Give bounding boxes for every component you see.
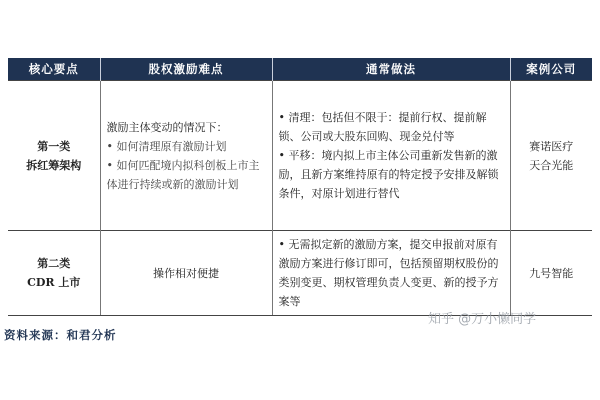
case-company: 赛诺医疗 <box>529 139 574 153</box>
table-header-row <box>8 58 592 81</box>
source-note: 资料来源：和君分析 <box>4 328 117 342</box>
category-cell <box>8 81 100 231</box>
category-line2: 拆红筹架构 <box>26 158 82 172</box>
difficulty-cell <box>100 81 272 231</box>
cases-cell <box>510 81 592 231</box>
cases-cell <box>510 231 592 316</box>
difficulty-text: 操作相对便捷 <box>153 266 219 280</box>
header-key-point: 核心要点 <box>8 58 100 81</box>
equity-incentive-table <box>8 58 592 316</box>
practice-cell <box>272 81 510 231</box>
difficulty-cell <box>100 231 272 316</box>
case-company: 天合光能 <box>529 158 574 172</box>
practice-cell <box>272 231 510 316</box>
category-line1: 第一类 <box>37 139 71 153</box>
difficulty-bullet: • 如何清理原有激励计划 <box>106 139 227 153</box>
watermark: 知乎 @万小懒同学 <box>428 312 537 327</box>
case-company: 九号智能 <box>529 266 574 280</box>
category-line2: CDR 上市 <box>27 276 81 289</box>
table-row <box>8 231 592 316</box>
practice-bullet: • 清理：包括但不限于：提前行权、提前解锁、公司或大股东回购、现金兑付等 <box>278 111 487 143</box>
category-cell <box>8 231 100 316</box>
table-row <box>8 81 592 231</box>
category-line1: 第二类 <box>37 257 71 270</box>
difficulty-bullet: • 如何匹配境内拟科创板上市主体进行持续或新的激励计划 <box>106 158 260 191</box>
header-practice: 通常做法 <box>272 58 510 81</box>
practice-bullet: • 平移：境内拟上市主体公司重新发售新的激励，且新方案维持原有的特定授予安排及解锁条件，对原计划进行替代 <box>278 149 499 200</box>
practice-bullet: • 无需拟定新的激励方案，提交申报前对原有激励方案进行修订即可，包括预留期权股份的类别变更、期权管理负责人变更、新的授予方案等 <box>278 238 499 308</box>
difficulty-intro: 激励主体变动的情况下： <box>106 120 228 134</box>
header-difficulty: 股权激励难点 <box>100 58 272 81</box>
header-cases: 案例公司 <box>510 58 592 81</box>
